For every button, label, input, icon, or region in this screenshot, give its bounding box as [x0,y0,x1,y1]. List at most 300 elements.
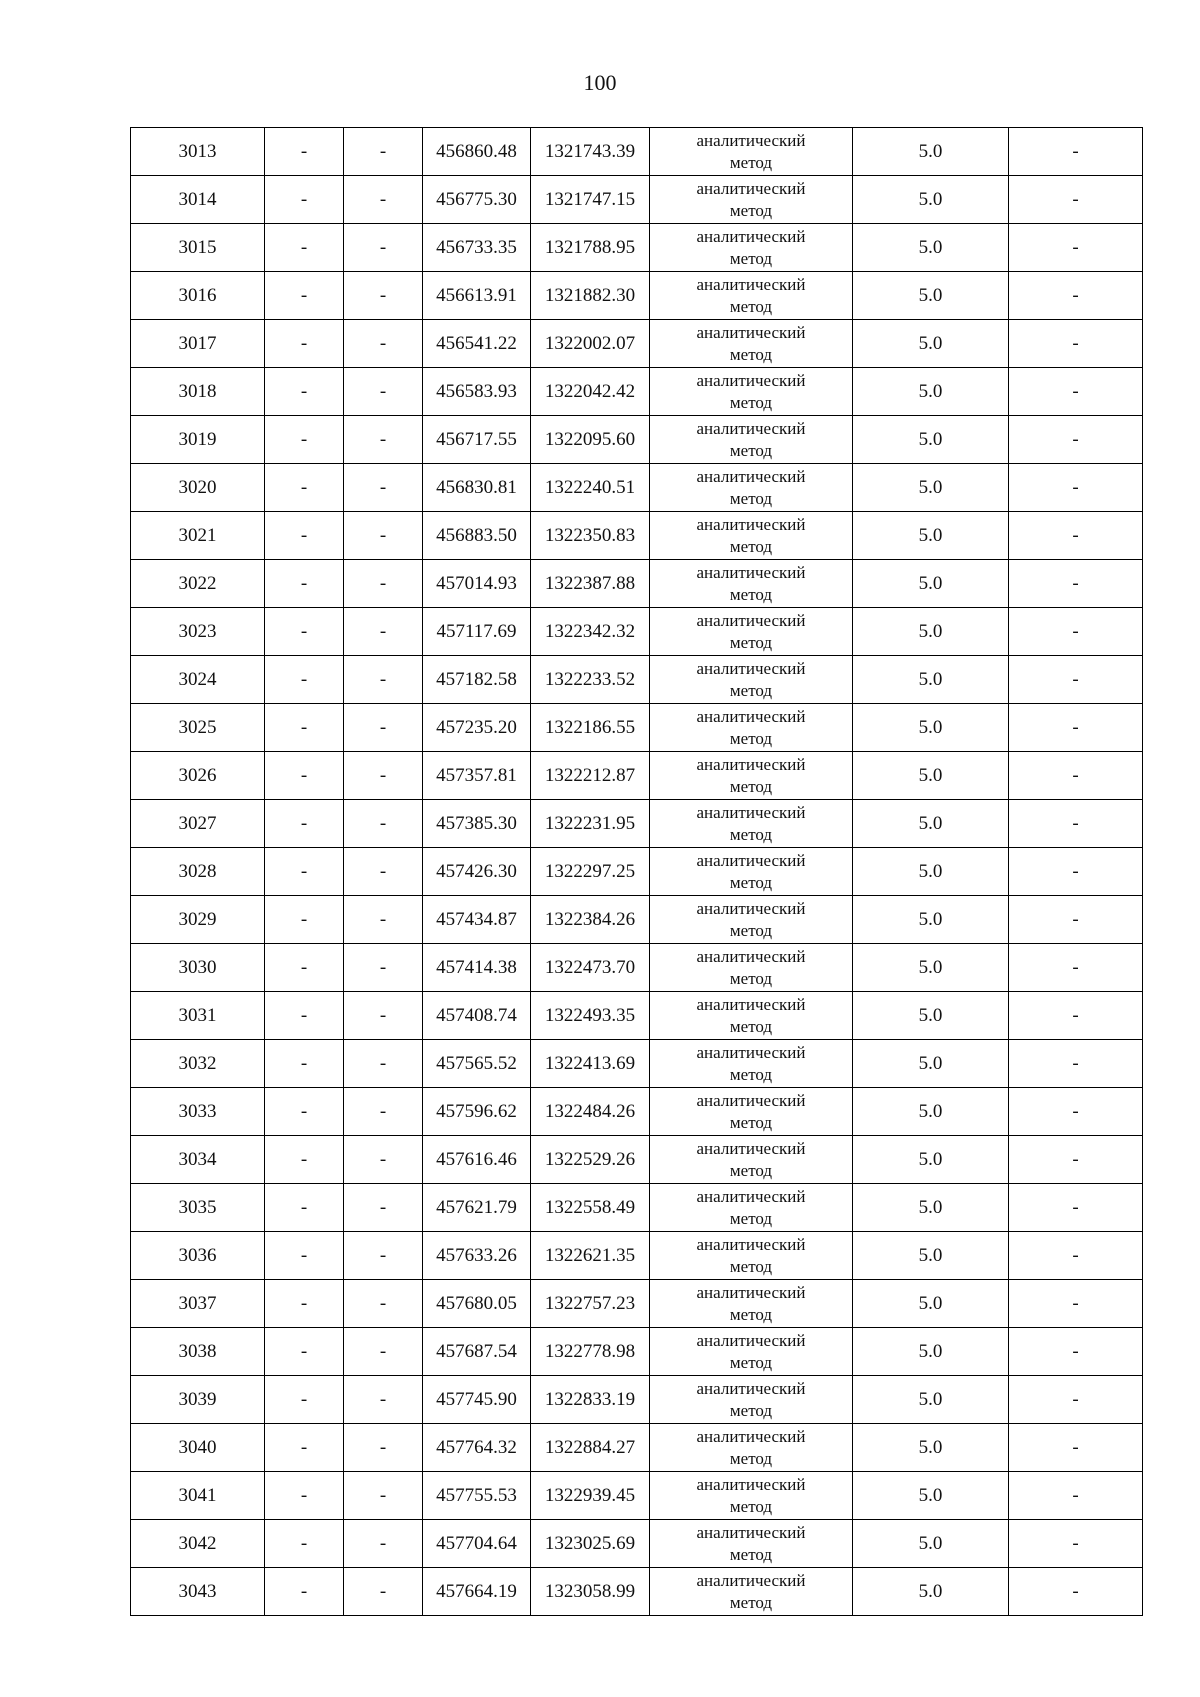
dash-cell-1: - [265,1232,344,1280]
x-coordinate-cell: 457745.90 [423,1376,531,1424]
dash-cell-2: - [344,1472,423,1520]
x-coordinate-cell: 457704.64 [423,1520,531,1568]
dash-cell-2: - [344,128,423,176]
table-row [131,896,1143,944]
method-label-line-1: аналитический [696,755,806,775]
method-cell [650,1184,853,1232]
note-cell: - [1009,1520,1143,1568]
y-coordinate-cell: 1322297.25 [531,848,650,896]
point-number-cell: 3022 [131,560,265,608]
error-cell: 5.0 [853,1472,1009,1520]
point-number-cell: 3036 [131,1232,265,1280]
note-cell: - [1009,1328,1143,1376]
method-cell [650,1520,853,1568]
x-coordinate-cell: 457680.05 [423,1280,531,1328]
dash-cell-1: - [265,608,344,656]
dash-cell-1: - [265,896,344,944]
table-row [131,1136,1143,1184]
error-cell: 5.0 [853,1232,1009,1280]
method-label-line-2: метод [729,488,773,508]
dash-cell-1: - [265,800,344,848]
method-label-line-1: аналитический [696,851,806,871]
dash-cell-1: - [265,416,344,464]
method-cell [650,1232,853,1280]
error-cell: 5.0 [853,1520,1009,1568]
method-label-line-2: метод [729,1256,773,1276]
table-row [131,1328,1143,1376]
y-coordinate-cell: 1323058.99 [531,1568,650,1616]
dash-cell-1: - [265,224,344,272]
error-cell: 5.0 [853,1088,1009,1136]
method-cell [650,320,853,368]
table-row [131,224,1143,272]
note-cell: - [1009,464,1143,512]
error-cell: 5.0 [853,1136,1009,1184]
method-label-line-2: метод [729,1400,773,1420]
method-label-line-2: метод [729,1016,773,1036]
dash-cell-1: - [265,1568,344,1616]
y-coordinate-cell: 1322558.49 [531,1184,650,1232]
point-number-cell: 3013 [131,128,265,176]
method-cell [650,752,853,800]
y-coordinate-cell: 1322833.19 [531,1376,650,1424]
method-label-line-1: аналитический [696,1427,806,1447]
note-cell: - [1009,416,1143,464]
y-coordinate-cell: 1322350.83 [531,512,650,560]
method-label-line-1: аналитический [696,1139,806,1159]
point-number-cell: 3030 [131,944,265,992]
dash-cell-1: - [265,1376,344,1424]
note-cell: - [1009,752,1143,800]
point-number-cell: 3023 [131,608,265,656]
table-row [131,560,1143,608]
point-number-cell: 3015 [131,224,265,272]
method-label-line-2: метод [729,1304,773,1324]
note-cell: - [1009,1136,1143,1184]
method-label-line-1: аналитический [696,563,806,583]
dash-cell-2: - [344,224,423,272]
method-label-line-1: аналитический [696,371,806,391]
method-cell [650,176,853,224]
dash-cell-2: - [344,1424,423,1472]
note-cell: - [1009,1232,1143,1280]
y-coordinate-cell: 1322473.70 [531,944,650,992]
dash-cell-2: - [344,512,423,560]
y-coordinate-cell: 1322240.51 [531,464,650,512]
point-number-cell: 3034 [131,1136,265,1184]
method-cell [650,224,853,272]
method-label-line-2: метод [729,344,773,364]
x-coordinate-cell: 457596.62 [423,1088,531,1136]
dash-cell-1: - [265,944,344,992]
error-cell: 5.0 [853,320,1009,368]
y-coordinate-cell: 1322233.52 [531,656,650,704]
error-cell: 5.0 [853,944,1009,992]
table-row [131,848,1143,896]
method-label-line-1: аналитический [696,467,806,487]
point-number-cell: 3016 [131,272,265,320]
point-number-cell: 3020 [131,464,265,512]
table-row [131,944,1143,992]
method-label-line-1: аналитический [696,179,806,199]
x-coordinate-cell: 457664.19 [423,1568,531,1616]
method-label-line-1: аналитический [696,899,806,919]
method-label-line-1: аналитический [696,1475,806,1495]
point-number-cell: 3025 [131,704,265,752]
note-cell: - [1009,512,1143,560]
x-coordinate-cell: 456830.81 [423,464,531,512]
dash-cell-2: - [344,1376,423,1424]
dash-cell-2: - [344,416,423,464]
method-cell [650,1376,853,1424]
x-coordinate-cell: 457182.58 [423,656,531,704]
method-label-line-1: аналитический [696,659,806,679]
point-number-cell: 3043 [131,1568,265,1616]
x-coordinate-cell: 456775.30 [423,176,531,224]
y-coordinate-cell: 1321743.39 [531,128,650,176]
dash-cell-2: - [344,560,423,608]
point-number-cell: 3032 [131,1040,265,1088]
error-cell: 5.0 [853,272,1009,320]
point-number-cell: 3026 [131,752,265,800]
point-number-cell: 3031 [131,992,265,1040]
method-label-line-2: метод [729,392,773,412]
table-row [131,1040,1143,1088]
method-cell [650,512,853,560]
method-cell [650,992,853,1040]
y-coordinate-cell: 1323025.69 [531,1520,650,1568]
x-coordinate-cell: 457621.79 [423,1184,531,1232]
x-coordinate-cell: 457426.30 [423,848,531,896]
point-number-cell: 3019 [131,416,265,464]
dash-cell-2: - [344,1088,423,1136]
method-label-line-1: аналитический [696,707,806,727]
dash-cell-1: - [265,176,344,224]
y-coordinate-cell: 1322757.23 [531,1280,650,1328]
table-row [131,1472,1143,1520]
method-cell [650,704,853,752]
dash-cell-1: - [265,1280,344,1328]
table-row [131,320,1143,368]
method-label-line-2: метод [729,440,773,460]
point-number-cell: 3041 [131,1472,265,1520]
table-row [131,272,1143,320]
method-label-line-1: аналитический [696,1187,806,1207]
table-row [131,656,1143,704]
y-coordinate-cell: 1322939.45 [531,1472,650,1520]
x-coordinate-cell: 456883.50 [423,512,531,560]
y-coordinate-cell: 1322884.27 [531,1424,650,1472]
note-cell: - [1009,608,1143,656]
table-row [131,704,1143,752]
dash-cell-2: - [344,272,423,320]
error-cell: 5.0 [853,1568,1009,1616]
x-coordinate-cell: 457385.30 [423,800,531,848]
method-label-line-2: метод [729,200,773,220]
error-cell: 5.0 [853,128,1009,176]
dash-cell-2: - [344,176,423,224]
method-label-line-2: метод [729,1064,773,1084]
note-cell: - [1009,368,1143,416]
point-number-cell: 3040 [131,1424,265,1472]
method-label-line-2: метод [729,680,773,700]
table-row [131,752,1143,800]
table-row [131,1184,1143,1232]
x-coordinate-cell: 457755.53 [423,1472,531,1520]
method-label-line-1: аналитический [696,515,806,535]
x-coordinate-cell: 457687.54 [423,1328,531,1376]
method-label-line-2: метод [729,152,773,172]
note-cell: - [1009,176,1143,224]
x-coordinate-cell: 457434.87 [423,896,531,944]
method-cell [650,656,853,704]
point-number-cell: 3035 [131,1184,265,1232]
method-label-line-1: аналитический [696,1283,806,1303]
note-cell: - [1009,1280,1143,1328]
dash-cell-1: - [265,560,344,608]
method-label-line-1: аналитический [696,1235,806,1255]
coordinates-table [130,127,1143,1616]
method-label-line-2: метод [729,1112,773,1132]
note-cell: - [1009,272,1143,320]
dash-cell-2: - [344,1328,423,1376]
error-cell: 5.0 [853,992,1009,1040]
point-number-cell: 3021 [131,512,265,560]
error-cell: 5.0 [853,464,1009,512]
y-coordinate-cell: 1322778.98 [531,1328,650,1376]
y-coordinate-cell: 1322231.95 [531,800,650,848]
table-row [131,1088,1143,1136]
dash-cell-2: - [344,704,423,752]
note-cell: - [1009,320,1143,368]
dash-cell-1: - [265,1040,344,1088]
dash-cell-1: - [265,1136,344,1184]
dash-cell-1: - [265,464,344,512]
method-cell [650,1040,853,1088]
method-label-line-2: метод [729,824,773,844]
dash-cell-1: - [265,1424,344,1472]
method-label-line-1: аналитический [696,1043,806,1063]
method-label-line-1: аналитический [696,227,806,247]
point-number-cell: 3029 [131,896,265,944]
dash-cell-1: - [265,1520,344,1568]
method-cell [650,608,853,656]
table-row [131,416,1143,464]
dash-cell-1: - [265,752,344,800]
note-cell: - [1009,992,1143,1040]
dash-cell-2: - [344,1280,423,1328]
point-number-cell: 3037 [131,1280,265,1328]
dash-cell-2: - [344,1568,423,1616]
method-label-line-2: метод [729,728,773,748]
dash-cell-1: - [265,1328,344,1376]
method-label-line-2: метод [729,968,773,988]
note-cell: - [1009,896,1143,944]
point-number-cell: 3024 [131,656,265,704]
note-cell: - [1009,656,1143,704]
y-coordinate-cell: 1322484.26 [531,1088,650,1136]
method-label-line-2: метод [729,296,773,316]
method-cell [650,560,853,608]
note-cell: - [1009,1568,1143,1616]
note-cell: - [1009,800,1143,848]
x-coordinate-cell: 457014.93 [423,560,531,608]
method-label-line-1: аналитический [696,131,806,151]
x-coordinate-cell: 457565.52 [423,1040,531,1088]
error-cell: 5.0 [853,512,1009,560]
error-cell: 5.0 [853,1040,1009,1088]
note-cell: - [1009,704,1143,752]
y-coordinate-cell: 1322413.69 [531,1040,650,1088]
method-cell [650,1424,853,1472]
error-cell: 5.0 [853,1424,1009,1472]
method-cell [650,944,853,992]
note-cell: - [1009,224,1143,272]
table-row [131,1424,1143,1472]
dash-cell-2: - [344,1136,423,1184]
method-label-line-2: метод [729,1496,773,1516]
method-label-line-1: аналитический [696,1331,806,1351]
table-body [131,128,1143,1616]
point-number-cell: 3014 [131,176,265,224]
dash-cell-1: - [265,128,344,176]
dash-cell-2: - [344,464,423,512]
note-cell: - [1009,1184,1143,1232]
error-cell: 5.0 [853,1184,1009,1232]
error-cell: 5.0 [853,608,1009,656]
method-label-line-1: аналитический [696,1523,806,1543]
method-label-line-2: метод [729,632,773,652]
method-label-line-2: метод [729,872,773,892]
note-cell: - [1009,848,1143,896]
method-label-line-2: метод [729,1544,773,1564]
error-cell: 5.0 [853,560,1009,608]
y-coordinate-cell: 1322042.42 [531,368,650,416]
dash-cell-2: - [344,320,423,368]
method-cell [650,1136,853,1184]
dash-cell-1: - [265,1472,344,1520]
method-label-line-2: метод [729,1160,773,1180]
note-cell: - [1009,128,1143,176]
dash-cell-2: - [344,608,423,656]
error-cell: 5.0 [853,368,1009,416]
y-coordinate-cell: 1322342.32 [531,608,650,656]
table-row [131,368,1143,416]
method-label-line-1: аналитический [696,947,806,967]
error-cell: 5.0 [853,752,1009,800]
x-coordinate-cell: 457633.26 [423,1232,531,1280]
method-label-line-2: метод [729,1448,773,1468]
error-cell: 5.0 [853,704,1009,752]
method-label-line-2: метод [729,1208,773,1228]
dash-cell-1: - [265,320,344,368]
method-label-line-2: метод [729,1592,773,1612]
point-number-cell: 3033 [131,1088,265,1136]
dash-cell-2: - [344,992,423,1040]
method-cell [650,368,853,416]
table-row [131,1520,1143,1568]
method-cell [650,848,853,896]
x-coordinate-cell: 457357.81 [423,752,531,800]
dash-cell-2: - [344,944,423,992]
x-coordinate-cell: 456541.22 [423,320,531,368]
dash-cell-1: - [265,512,344,560]
table-row [131,608,1143,656]
x-coordinate-cell: 457408.74 [423,992,531,1040]
y-coordinate-cell: 1322387.88 [531,560,650,608]
table-row [131,1568,1143,1616]
method-cell [650,416,853,464]
method-label-line-1: аналитический [696,323,806,343]
x-coordinate-cell: 457414.38 [423,944,531,992]
point-number-cell: 3039 [131,1376,265,1424]
dash-cell-2: - [344,752,423,800]
method-label-line-2: метод [729,776,773,796]
dash-cell-1: - [265,1184,344,1232]
method-cell [650,1328,853,1376]
table-row [131,176,1143,224]
method-cell [650,272,853,320]
error-cell: 5.0 [853,224,1009,272]
x-coordinate-cell: 457616.46 [423,1136,531,1184]
method-cell [650,896,853,944]
method-cell [650,128,853,176]
dash-cell-2: - [344,1040,423,1088]
y-coordinate-cell: 1321788.95 [531,224,650,272]
method-label-line-2: метод [729,248,773,268]
method-cell [650,1472,853,1520]
method-label-line-2: метод [729,920,773,940]
dash-cell-1: - [265,272,344,320]
y-coordinate-cell: 1321882.30 [531,272,650,320]
method-label-line-2: метод [729,1352,773,1372]
point-number-cell: 3018 [131,368,265,416]
note-cell: - [1009,1040,1143,1088]
y-coordinate-cell: 1322095.60 [531,416,650,464]
error-cell: 5.0 [853,416,1009,464]
dash-cell-1: - [265,704,344,752]
dash-cell-1: - [265,1088,344,1136]
note-cell: - [1009,1472,1143,1520]
table-row [131,1280,1143,1328]
table-row [131,1232,1143,1280]
y-coordinate-cell: 1322002.07 [531,320,650,368]
method-label-line-1: аналитический [696,995,806,1015]
y-coordinate-cell: 1322529.26 [531,1136,650,1184]
point-number-cell: 3027 [131,800,265,848]
note-cell: - [1009,1376,1143,1424]
point-number-cell: 3042 [131,1520,265,1568]
method-cell [650,1280,853,1328]
x-coordinate-cell: 456613.91 [423,272,531,320]
y-coordinate-cell: 1322621.35 [531,1232,650,1280]
method-label-line-1: аналитический [696,1091,806,1111]
method-label-line-1: аналитический [696,611,806,631]
note-cell: - [1009,560,1143,608]
table-row [131,1376,1143,1424]
dash-cell-2: - [344,656,423,704]
dash-cell-2: - [344,1520,423,1568]
dash-cell-1: - [265,992,344,1040]
y-coordinate-cell: 1322186.55 [531,704,650,752]
x-coordinate-cell: 457235.20 [423,704,531,752]
dash-cell-2: - [344,1184,423,1232]
note-cell: - [1009,1088,1143,1136]
method-cell [650,800,853,848]
dash-cell-1: - [265,368,344,416]
method-label-line-1: аналитический [696,1379,806,1399]
x-coordinate-cell: 456717.55 [423,416,531,464]
